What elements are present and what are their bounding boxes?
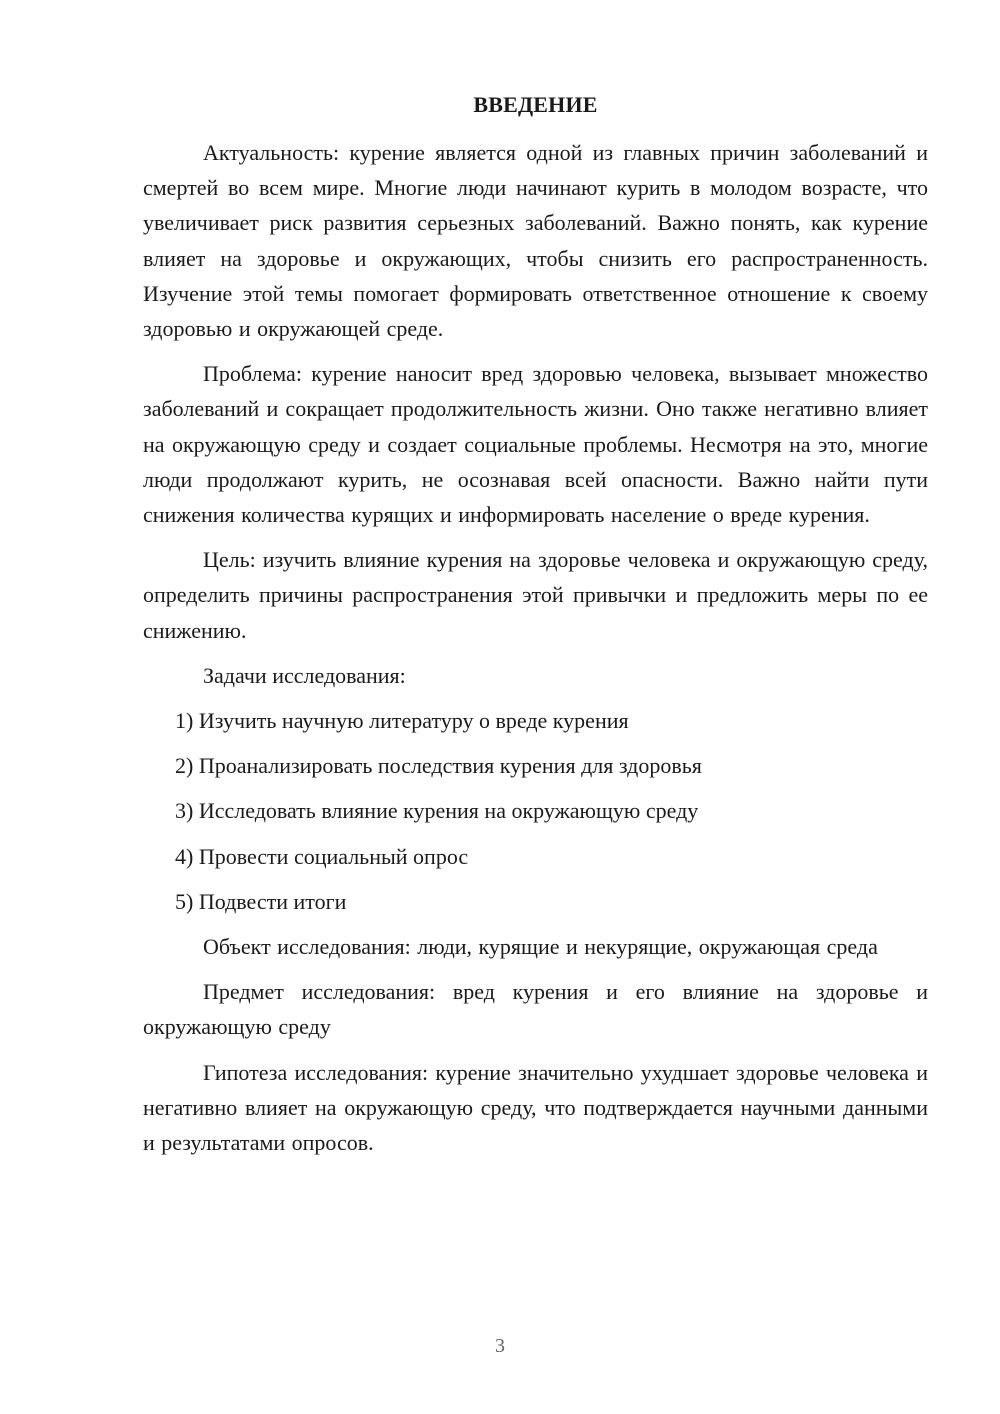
task-item: 1) Изучить научную литературу о вреде курения: [175, 708, 629, 734]
task-item: 3) Исследовать влияние курения на окружающую среду: [175, 798, 699, 824]
subject-paragraph: Предмет исследования: вред курения и его влияние на здоровье и окружающую среду: [143, 979, 928, 1040]
tasks-heading: Задачи исследования:: [203, 662, 406, 688]
tasks-list: [143, 703, 928, 919]
task-item: 4) Провести социальный опрос: [175, 843, 469, 869]
task-item: 2) Проанализировать последствия курения для здоровья: [175, 753, 702, 779]
goal-paragraph: Цель: изучить влияние курения на здоровье человека и окружающую среду, определить причины распространения этой привычки и предложить меры по ее снижению.: [143, 547, 928, 643]
object-paragraph: Объект исследования: люди, курящие и некурящие, окружающая среда: [203, 934, 878, 960]
problem-paragraph: Проблема: курение наносит вред здоровью человека, вызывает множество заболеваний и сокращает продолжительность жизни. Оно также негативно влияет на окружающую среду и создает социальные проблемы. Несмотря на это, многие люди продолжают курить, не осознавая всей опасности. Важно найти пути снижения количества курящих и информировать население о вреде курения.: [143, 361, 928, 528]
relevance-paragraph: Актуальность: курение является одной из главных причин заболеваний и смертей во всем мире. Многие люди начинают курить в молодом возрасте, что увеличивает риск развития серьезных заболеваний. Важно понять, как курение влияет на здоровье и окружающих, чтобы снизить его распространенность. Изучение этой темы помогает формировать ответственное отношение к своему здоровью и окружающей среде.: [143, 140, 928, 342]
page-title: ВВЕДЕНИЕ: [473, 92, 598, 117]
page-number: 3: [495, 1335, 505, 1357]
hypothesis-paragraph: Гипотеза исследования: курение значительно ухудшает здоровье человека и негативно влияет на окружающую среду, что подтверждается научными данными и результатами опросов.: [143, 1059, 928, 1156]
task-item: 5) Подвести итоги: [175, 888, 347, 914]
document-page: [143, 90, 928, 1170]
